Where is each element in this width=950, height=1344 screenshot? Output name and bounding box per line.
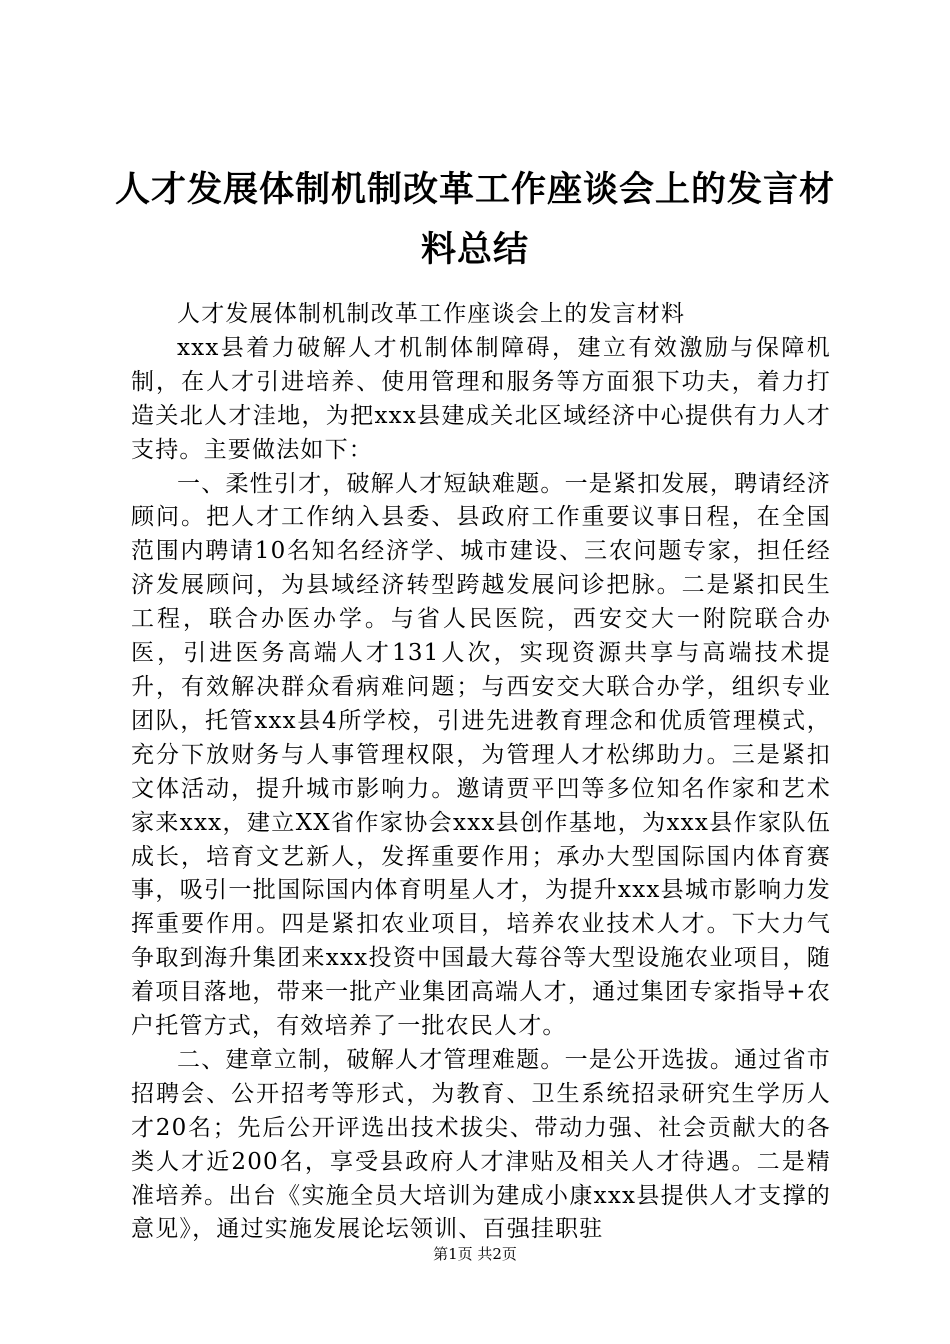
paragraph-intro: xxx县着力破解人才机制体制障碍，建立有效激励与保障机制，在人才引进培养、使用管理和服务等方面狠下功夫，着力打造关北人才洼地，为把xxx县建成关北区域经济中心提供有力人才支持。主要做法如下： <box>131 334 831 463</box>
paragraph-subtitle: 人才发展体制机制改革工作座谈会上的发言材料 <box>177 301 686 327</box>
document-title: 人才发展体制机制改革工作座谈会上的发言材料总结 <box>114 169 835 270</box>
paragraph-section-one: 一、柔性引才，破解人才短缺难题。一是紧扣发展，聘请经济顾问。把人才工作纳入县委、县政府工作重要议事日程，在全国范围内聘请10名知名经济学、城市建设、三农问题专家，担任经济发展顾问，为县域经济转型跨越发展问诊把脉。二是紧扣民生工程，联合办医办学。与省人民医院，西安交大一附院联合办医，引进医务高端人才131人次，实现资源共享与高端技术提升，有效解决群众看病难问题；与西安交大联合办学，组织专业团队，托管xxx县4所学校，引进先进教育理念和优质管理模式，充分下放财务与人事管理权限，为管理人才松绑助力。三是紧扣文体活动，提升城市影响力。邀请贾平凹等多位知名作家和艺术家来xxx，建立XX省作家协会xxx县创作基地，为xxx县作家队伍成长，培育文艺新人，发挥重要作用；承办大型国际国内体育赛事，吸引一批国际国内体育明星人才，为提升xxx县城市影响力发挥重要作用。四是紧扣农业项目，培养农业技术人才。下大力气争取到海升集团来xxx投资中国最大莓谷等大型设施农业项目，随着项目落地，带来一批产业集团高端人才，通过集团专家指导+农户托管方式，有效培养了一批农民人才。 <box>131 470 831 1040</box>
page-footer: 第1页 共2页 <box>433 1245 517 1263</box>
paragraph-section-two: 二、建章立制，破解人才管理难题。一是公开选拔。通过省市招聘会、公开招考等形式，为教育、卫生系统招录研究生学历人才20名；先后公开评选出技术拔尖、带动力强、社会贡献大的各类人才近200名，享受县政府人才津贴及相关人才待遇。二是精准培养。出台《实施全员大培训为建成小康xxx县提供人才支撑的意见》，通过实施发展论坛领训、百强挂职驻 <box>131 1046 831 1243</box>
document-body <box>131 298 831 1247</box>
